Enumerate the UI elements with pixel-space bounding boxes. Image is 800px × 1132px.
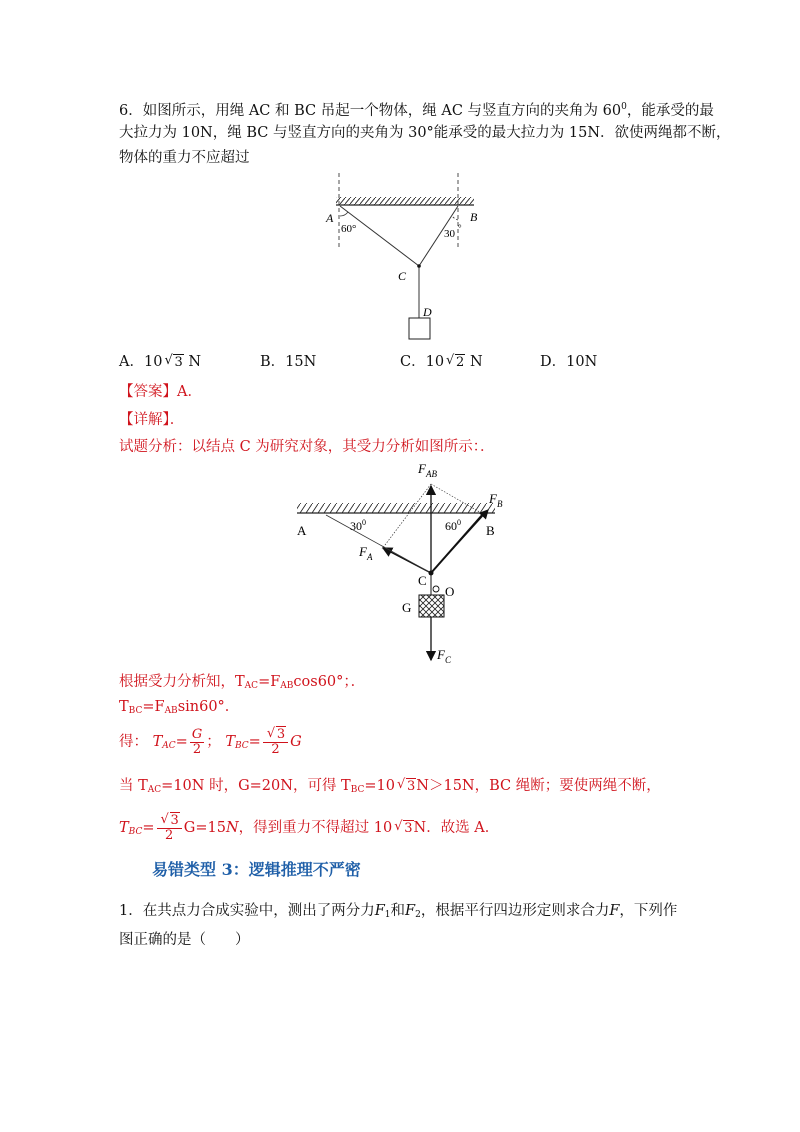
label-A: A	[326, 211, 334, 225]
question6-line1: 6．如图所示，用绳 AC 和 BC 吊起一个物体，绳 AC 与竖直方向的夹角为 $60^0$，能承受的最	[119, 102, 714, 119]
force-FA-label: $F_A$	[359, 544, 373, 562]
question1-line2: 图正确的是（ ）	[119, 932, 250, 948]
section-title: 易错类型 3：逻辑推理不严密	[152, 860, 361, 879]
angle-B-deg: °	[458, 223, 462, 233]
angle-A-2: $30^0$	[350, 518, 366, 533]
question1-line1: 1．在共点力合成实验中，测出了两分力$F_1$和$F_2$，根据平行四边形定则求合力F，下列作	[119, 903, 678, 920]
option-D[interactable]: D．10N	[540, 354, 598, 370]
label-C-2: C	[418, 573, 427, 588]
force-FB-label: $F_B$	[489, 491, 503, 509]
analysis-equations: 得： $T_{AC}=$ $\frac{G}{2}$ ； $T_{BC}=$ √ $\frac{3}{2}$ G	[119, 722, 302, 766]
label-B: B	[470, 210, 478, 224]
ceiling-2	[297, 503, 495, 513]
angle-B-2: $60^0$	[445, 518, 461, 533]
analysis-tac: 根据受力分析知，$T_{AC}=F_{AB}\cos 60^\circ$；．	[119, 674, 366, 691]
force-FC-label: $F_C$	[437, 647, 451, 665]
analysis-when: 当 $T_{AC}=10N$ 时，G=20N，可得 $T_{BC}=10√$ 3N＞15N，BC 绳断；要使两绳不断，	[119, 776, 661, 800]
force-FAB-label: $F_{AB}$	[418, 461, 437, 479]
analysis-conclusion: $T_{BC}=$ √ $\frac{3}{2}$ G=15N，得到重力不得超过 10√ 3N．故选 A．	[119, 808, 499, 852]
option-A[interactable]: A．10√ 3 N	[119, 352, 201, 373]
option-C[interactable]: C．10√ 2 N	[400, 352, 483, 373]
label-B-2: B	[486, 523, 495, 538]
label-D: D	[423, 305, 432, 319]
detail-label: 【详解】．	[119, 412, 185, 428]
option-B[interactable]: B．15N	[260, 354, 317, 370]
analysis-intro: 试题分析：以结点 C 为研究对象，其受力分析如图所示：．	[119, 439, 495, 455]
question6-line2: 大拉力为 10N，绳 BC 与竖直方向的夹角为 30°能承受的最大拉力为 15N．欲使两绳都不断，	[119, 125, 731, 141]
angle-A: 60°	[341, 223, 357, 235]
weight-box-2	[419, 595, 444, 617]
label-G: G	[402, 600, 412, 615]
label-O: O	[445, 584, 455, 599]
angle-B: 30	[444, 228, 455, 240]
label-A-2: A	[297, 523, 307, 538]
answer-label: 【答案】A．	[119, 384, 202, 400]
analysis-tbc: $T_{BC}=F_{AB}\sin 60^\circ$．	[119, 699, 240, 716]
question6-line3: 物体的重力不应超过	[119, 150, 250, 166]
label-C: C	[398, 269, 407, 283]
